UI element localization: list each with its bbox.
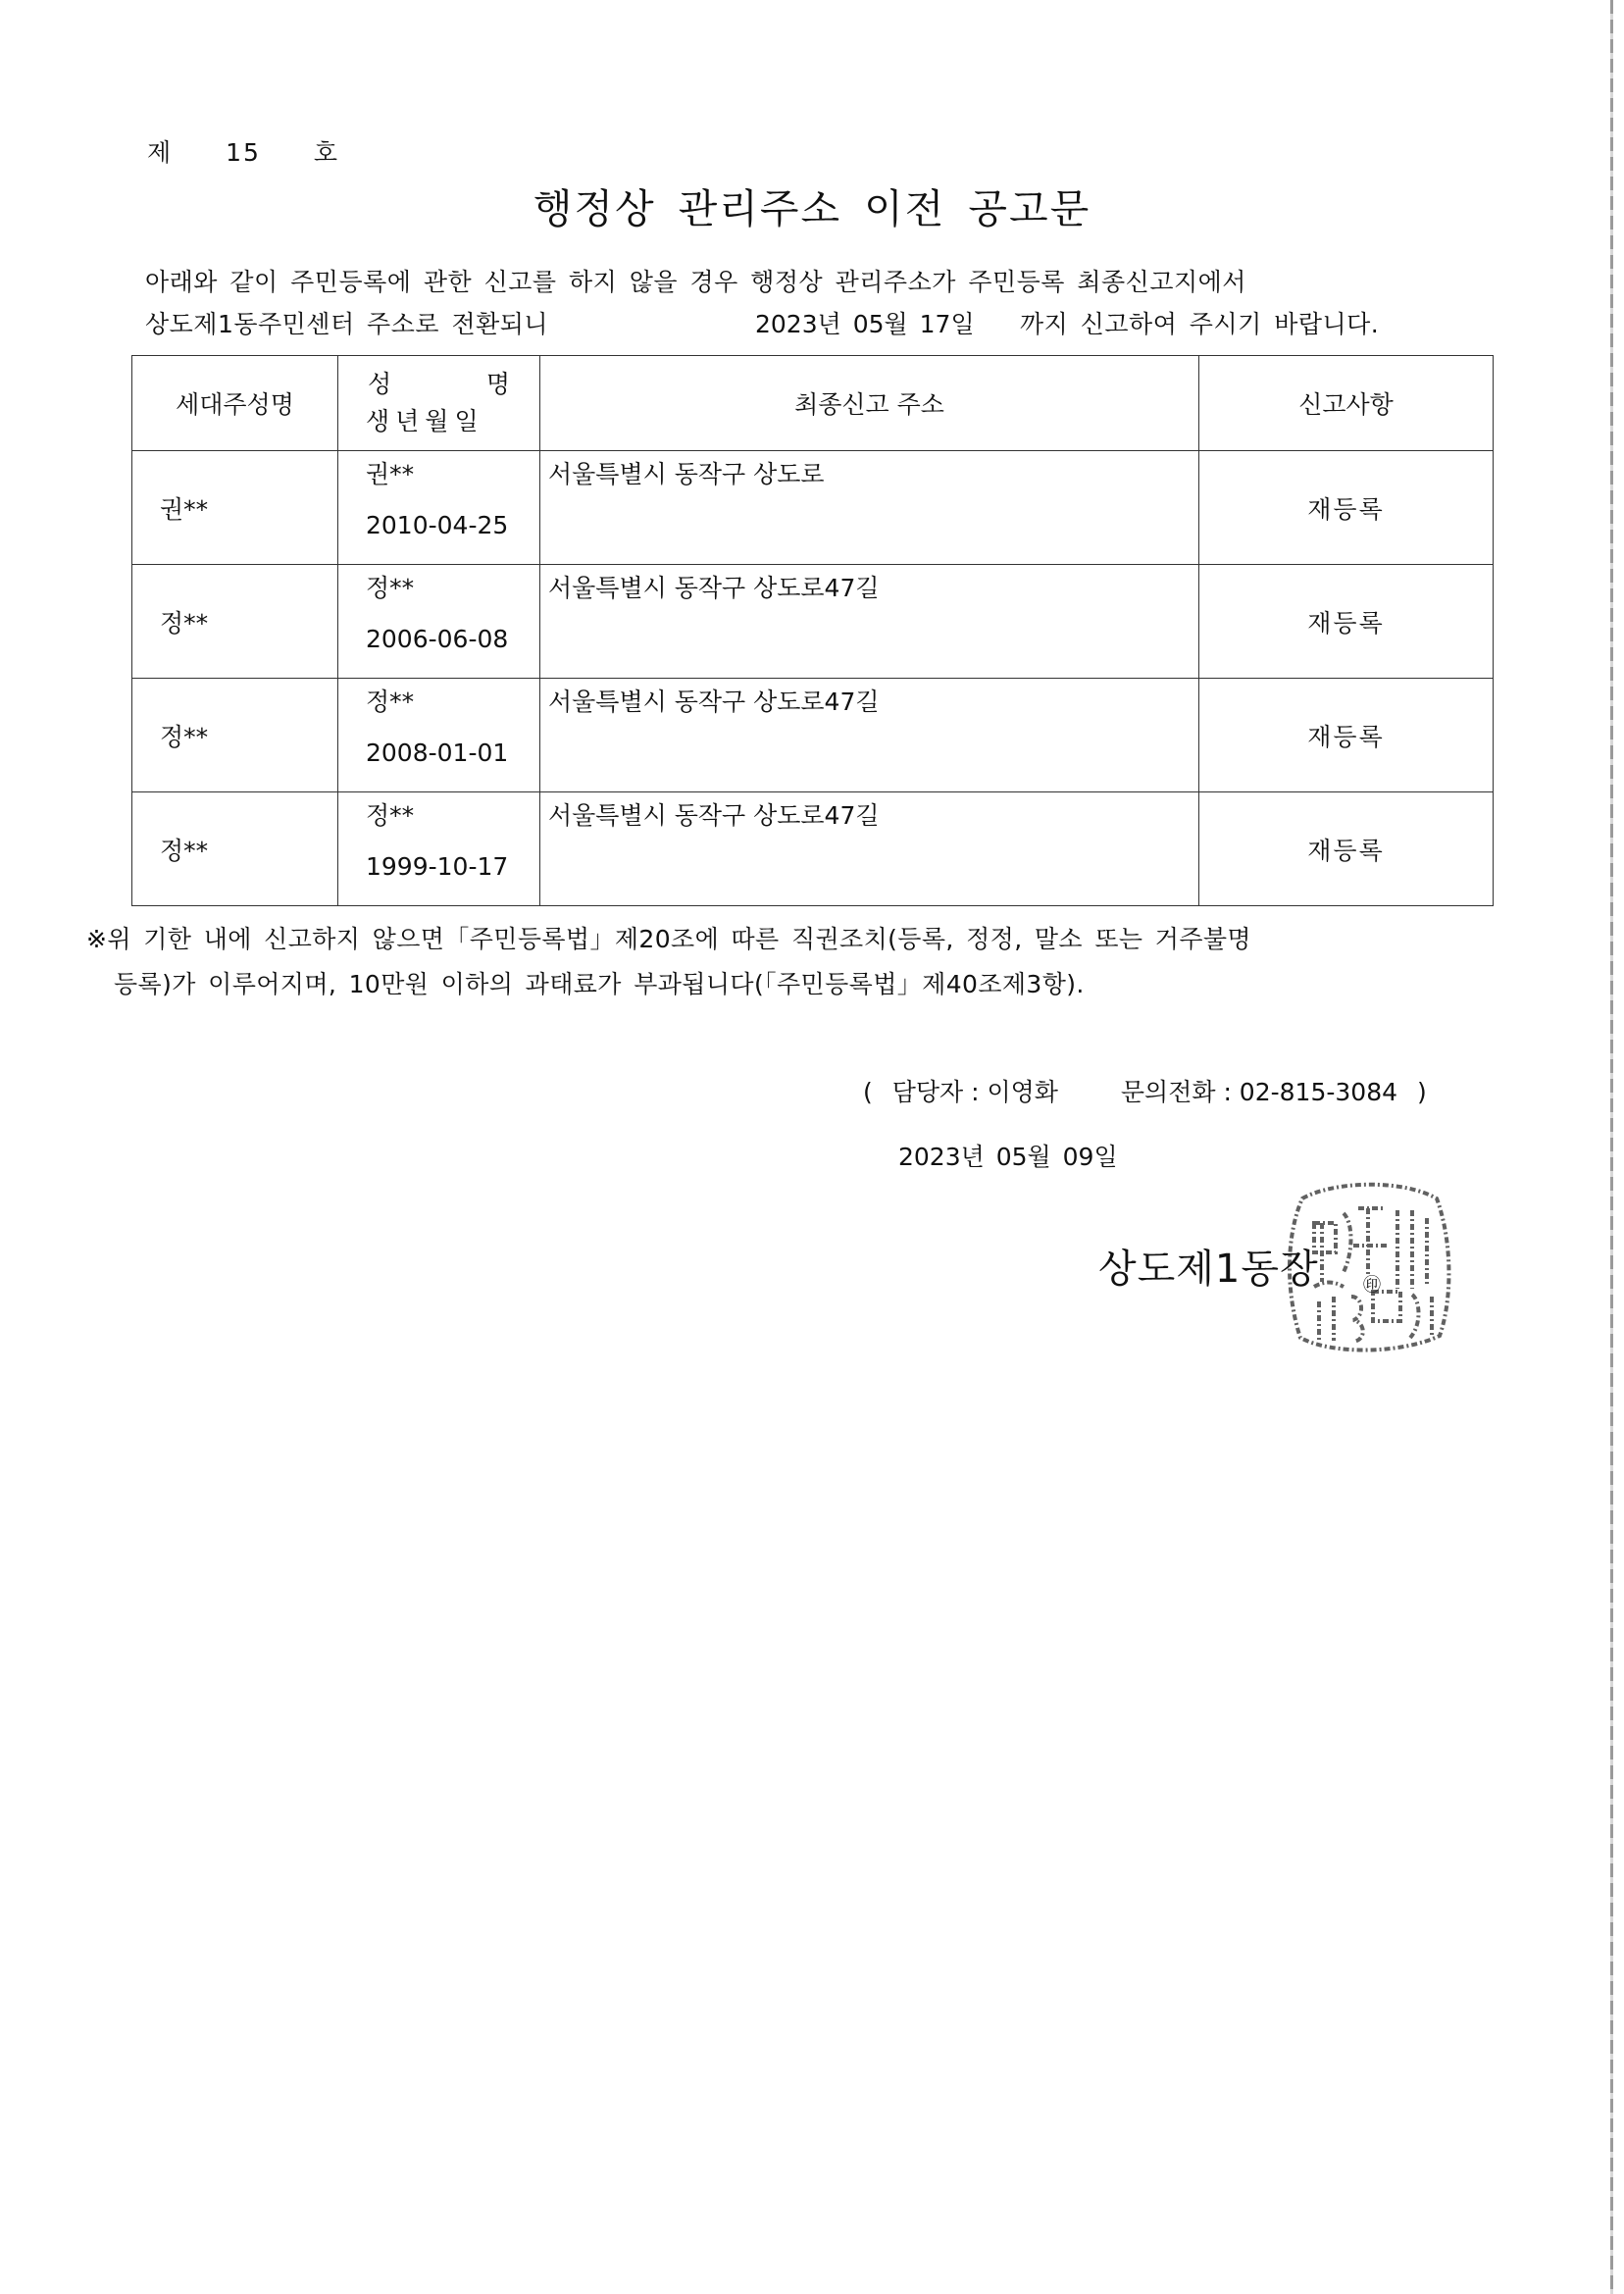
report-status: 재등록 [1199,679,1494,792]
report-status: 재등록 [1199,565,1494,679]
last-address: 서울특별시 동작구 상도로47길 [540,565,1199,679]
contact-open-paren: ( [863,1078,873,1106]
member-birth: 2006-06-08 [366,625,509,653]
member-cell [338,565,540,679]
table-row [132,679,1494,792]
contact-info [863,1073,1439,1108]
footnote-line-1: ※위 기한 내에 신고하지 않으면「주민등록법」제20조에 따른 직권조치(등록, 정정, 말소 또는 거주불명 [86,925,1251,953]
last-address: 서울특별시 동작구 상도로47길 [540,792,1199,906]
header-name-part-2: 명 [485,370,510,398]
table-row [132,451,1494,565]
intro-line-2-start: 상도제1동주민센터 주소로 전환되니 [145,310,549,338]
header-name-birth [338,356,540,451]
member-birth: 2010-04-25 [366,511,509,539]
member-name: 정** [366,574,415,602]
report-status: 재등록 [1199,451,1494,565]
member-cell [338,451,540,565]
report-status: 재등록 [1199,792,1494,906]
issue-date: 2023년 05월 09일 [898,1143,1118,1171]
contact-manager: 담당자 : 이영화 [891,1078,1058,1106]
document-title: 행정상 관리주소 이전 공고문 [533,185,1091,232]
deadline-date: 2023년 05월 17일 [755,310,975,338]
member-cell [338,792,540,906]
document-number: 제 15 호 [147,138,340,167]
scan-edge-artifact [1610,0,1613,2294]
holder-name: 정** [132,565,338,679]
holder-name: 정** [132,792,338,906]
contact-phone: 문의전화 : 02-815-3084 [1120,1078,1398,1106]
header-birth: 생년월일 [366,407,484,435]
member-cell [338,679,540,792]
table-header-row [132,356,1494,451]
holder-name: 권** [132,451,338,565]
last-address: 서울특별시 동작구 상도로 [540,451,1199,565]
header-name-part-1: 성 [368,370,392,398]
last-address: 서울특별시 동작구 상도로47길 [540,679,1199,792]
intro-line-1: 아래와 같이 주민등록에 관한 신고를 하지 않을 경우 행정상 관리주소가 주민등록 최종신고지에서 [145,268,1246,296]
table-row [132,792,1494,906]
header-status: 신고사항 [1199,356,1494,451]
office-signature: 상도제1동장 [1098,1247,1319,1292]
member-birth: 2008-01-01 [366,739,509,767]
header-address: 최종신고 주소 [540,356,1199,451]
member-name: 권** [366,460,415,488]
holder-name: 정** [132,679,338,792]
member-birth: 1999-10-17 [366,852,509,881]
member-name: 정** [366,801,415,830]
table-row [132,565,1494,679]
footnote-line-2: 등록)가 이루어지며, 10만원 이하의 과태료가 부과됩니다(「주민등록법」제40조제3항). [114,970,1085,998]
member-name: 정** [366,688,415,716]
contact-close-paren: ) [1416,1078,1427,1106]
intro-line-2-end: 까지 신고하여 주시기 바랍니다. [1020,310,1380,338]
seal-mark: ㊞ [1363,1275,1381,1296]
notice-table [131,355,1494,906]
header-holder: 세대주성명 [132,356,338,451]
